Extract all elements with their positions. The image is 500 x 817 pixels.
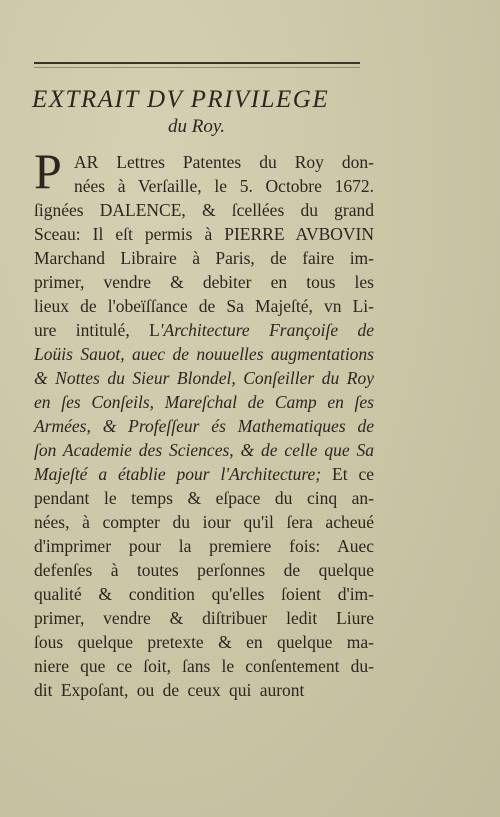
text-line: & Nottes du Sieur Blondel, Conſeiller du Roy	[34, 368, 374, 388]
text-line: nées, à compter du iour qu'il ſera acheué	[34, 512, 374, 532]
text-line: en ſes Conſeils, Mareſchal de Camp en ſes	[34, 392, 374, 412]
header-rule	[34, 62, 360, 64]
page-title: EXTRAIT DV PRIVILEGE	[32, 86, 330, 113]
text-line: ure intitulé, L'Architecture Françoiſe de	[34, 320, 374, 340]
text-line: Majeſté a établie pour l'Architecture; Et ce	[34, 464, 374, 484]
text-line: ſon Academie des Sciences, & de celle que Sa	[34, 440, 374, 460]
text-line: niere que ce ſoit, ſans le conſentement du-	[34, 656, 374, 676]
page-subtitle: du Roy.	[168, 116, 225, 137]
text-line: pendant le temps & eſpace du cinq an-	[34, 488, 374, 508]
drop-cap: P	[34, 143, 62, 199]
text-line: nées à Verſaille, le 5. Octobre 1672.	[74, 176, 374, 196]
text-line: Sceau: Il eſt permis à PIERRE AVBOVIN	[34, 224, 374, 244]
text-line: AR Lettres Patentes du Roy don-	[74, 152, 374, 172]
text-line: lieux de l'obeïſſance de Sa Majeſté, vn Li-	[34, 296, 374, 316]
text-line: d'imprimer pour la premiere fois: Auec	[34, 536, 374, 556]
text-line: qualité & condition qu'elles ſoient d'im-	[34, 584, 374, 604]
text-line: Marchand Libraire à Paris, de faire im-	[34, 248, 374, 268]
text-line: Loüis Sauot, auec de nouuelles augmentations	[34, 344, 374, 364]
text-line: defenſes à toutes perſonnes de quelque	[34, 560, 374, 580]
header-rule-thin	[34, 67, 360, 68]
text-line: dit Expoſant, ou de ceux qui auront	[34, 680, 305, 700]
text-line: primer, vendre & debiter en tous les	[34, 272, 374, 292]
text-line: primer, vendre & diſtribuer ledit Liure	[34, 608, 374, 628]
text-line: ſignées DALENCE, & ſcellées du grand	[34, 200, 374, 220]
text-line: Armées, & Profeſſeur és Mathematiques de	[34, 416, 374, 436]
privilege-text	[34, 150, 374, 702]
text-line: ſous quelque pretexte & en quelque ma-	[34, 632, 374, 652]
